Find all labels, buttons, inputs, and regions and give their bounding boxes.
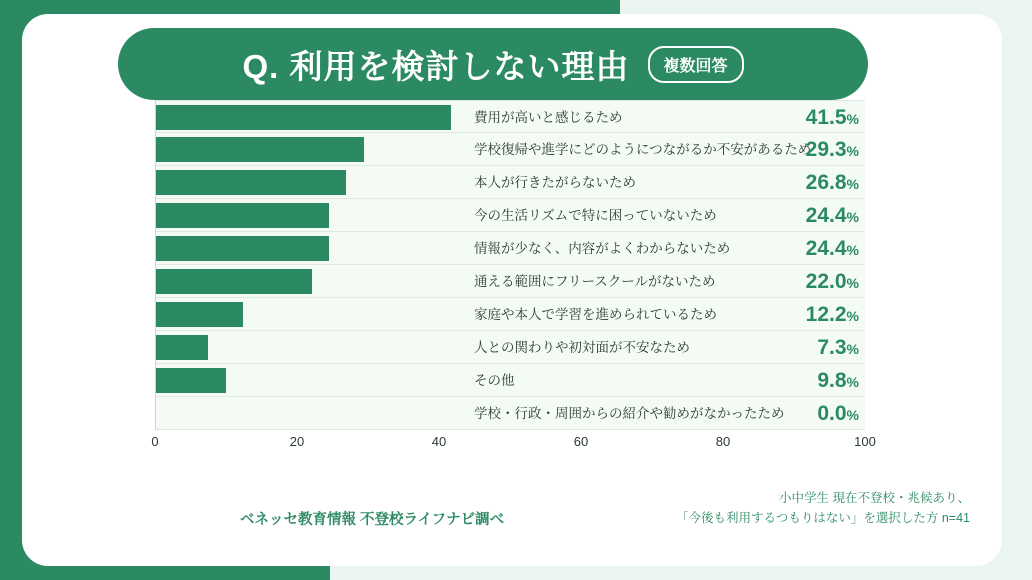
chart-row (156, 364, 865, 397)
chart-row-label: 人との関わりや初対面が不安なため (474, 340, 690, 355)
x-axis-tick: 60 (573, 434, 589, 449)
chart-row-value: 24.4% (805, 237, 859, 260)
title-banner (118, 28, 868, 100)
page-title: Q. 利用を検討しない理由 (242, 47, 630, 85)
chart-row-value: 24.4% (805, 204, 859, 227)
source-text: ベネッセ教育情報 不登校ライフナビ調べ (240, 512, 505, 528)
sample-note-line1: 小中学生 現在不登校・兆候あり、 (779, 491, 970, 505)
chart-row-value: 12.2% (805, 303, 859, 326)
chart-row-value: 0.0% (817, 402, 859, 425)
x-axis (151, 434, 876, 458)
chart-row-value: 41.5% (805, 106, 859, 129)
chart-bar (156, 105, 451, 130)
sample-note-line2: 「今後も利用するつもりはない」を選択した方 n=41 (675, 511, 970, 525)
chart-row (156, 100, 865, 133)
chart-row (156, 265, 865, 298)
chart-row-label: その他 (474, 373, 515, 388)
chart-row-value: 22.0% (805, 270, 859, 293)
chart-row-label: 学校復帰や進学にどのようにつながるか不安があるため (474, 142, 812, 157)
chart-row-label: 家庭や本人で学習を進められているため (474, 307, 717, 322)
chart-row (156, 298, 865, 331)
multiple-answer-badge: 複数回答 (648, 46, 744, 83)
chart-row-value: 9.8% (817, 369, 859, 392)
x-axis-tick: 100 (854, 434, 876, 449)
chart-row (156, 133, 865, 166)
bar-chart (130, 100, 876, 460)
chart-bar (156, 269, 312, 294)
chart-bar (156, 368, 226, 393)
chart-row (156, 199, 865, 232)
x-axis-tick: 20 (289, 434, 305, 449)
sample-note (676, 488, 970, 528)
chart-row-label: 今の生活リズムで特に困っていないため (474, 208, 717, 223)
chart-row-label: 学校・行政・周囲からの紹介や勧めがなかったため (474, 406, 785, 421)
chart-row-value: 26.8% (805, 171, 859, 194)
chart-bar (156, 335, 208, 360)
chart-bar (156, 302, 243, 327)
chart-row (156, 166, 865, 199)
chart-row-value: 7.3% (817, 336, 859, 359)
x-axis-tick: 80 (715, 434, 731, 449)
source-credit (240, 508, 504, 529)
chart-row (156, 331, 865, 364)
chart-row-label: 通える範囲にフリースクールがないため (474, 274, 716, 289)
chart-row (156, 397, 865, 430)
chart-row-label: 本人が行きたがらないため (474, 175, 636, 190)
chart-plot-area (155, 100, 865, 430)
chart-bar (156, 137, 364, 162)
chart-row-value: 29.3% (805, 138, 859, 161)
chart-row (156, 232, 865, 265)
chart-bar (156, 203, 329, 228)
x-axis-tick: 0 (151, 434, 159, 449)
chart-row-label: 情報が少なく、内容がよくわからないため (474, 241, 731, 256)
chart-bar (156, 236, 329, 261)
chart-bar (156, 170, 346, 195)
chart-row-label: 費用が高いと感じるため (474, 110, 623, 125)
x-axis-tick: 40 (431, 434, 447, 449)
